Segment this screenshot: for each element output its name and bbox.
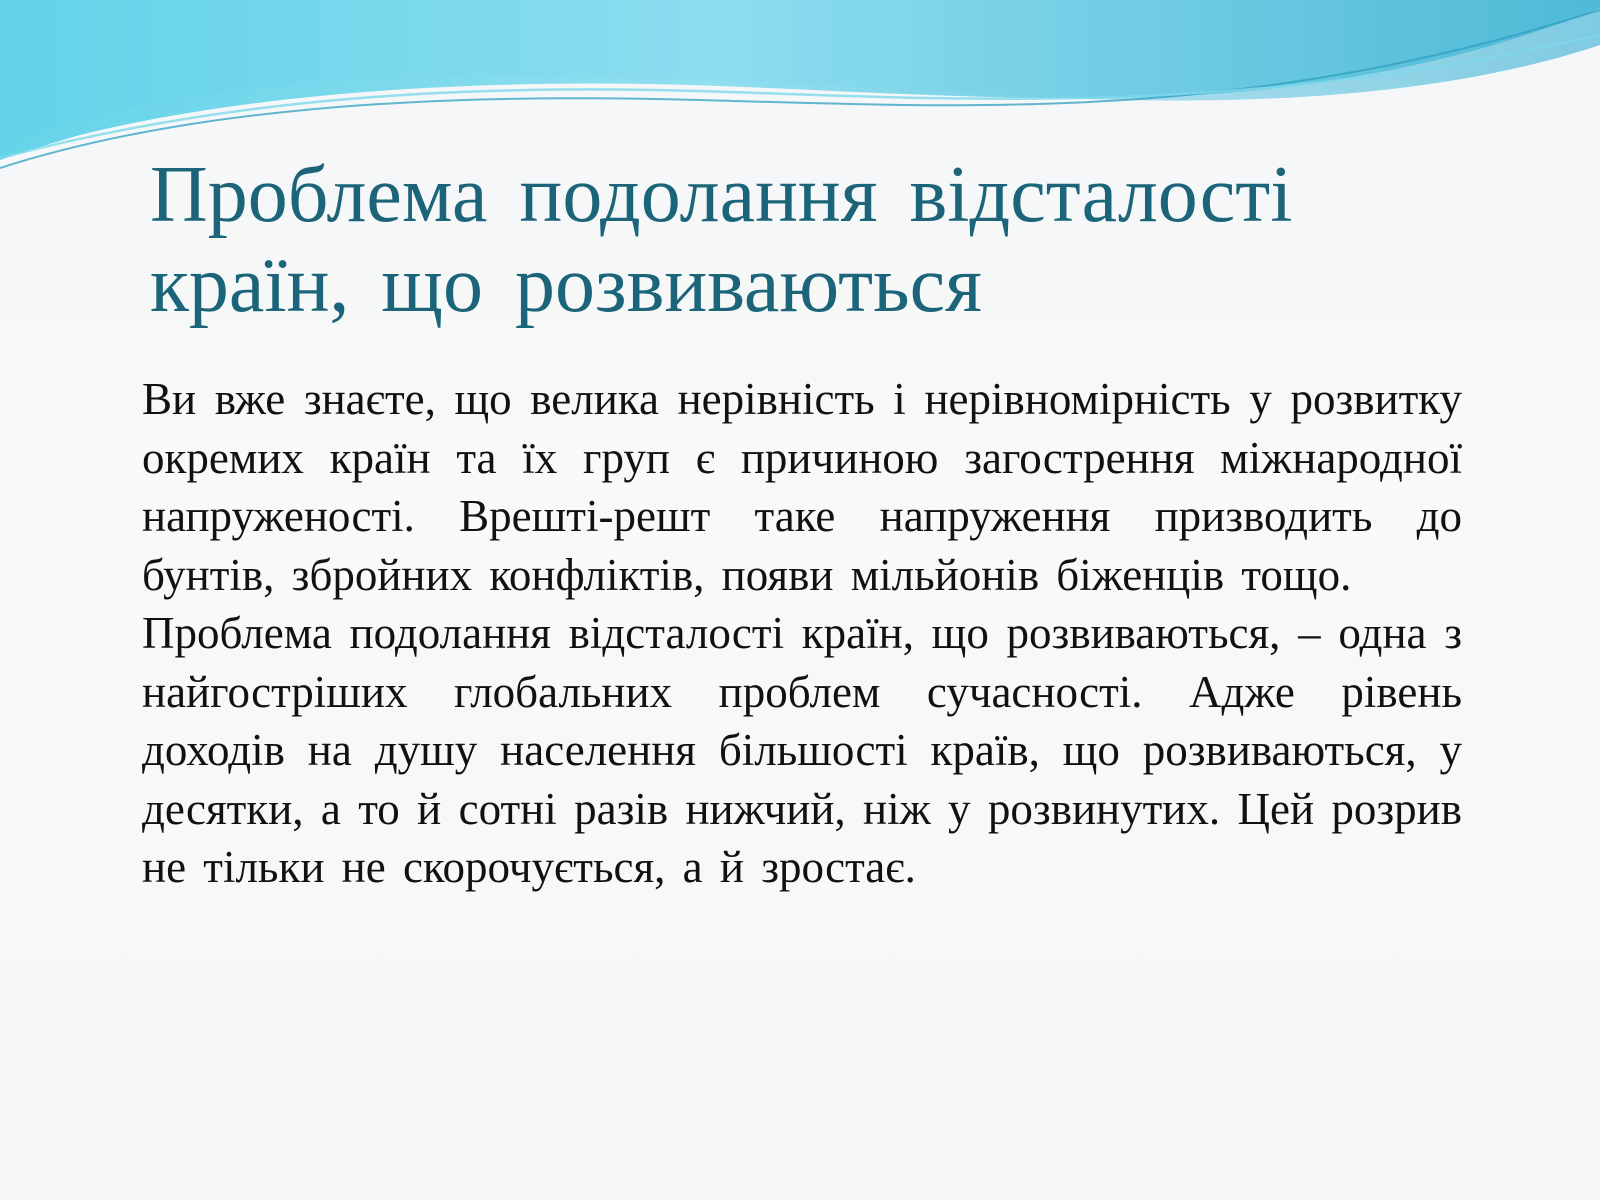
paragraph-2: Проблема подолання відсталості країн, що розвиваються, – одна з найгостріших глобальних проблем сучасності. Адже рівень доходів на душу населення більшості країв, що розвиваються, у десятки, а то й сотні разів нижчий, ніж у розвинутих. Цей розрив не тільки не скорочується, а й зростає. [142, 608, 1462, 892]
paragraph-1: Ви вже знаєте, що велика нерівність і нерівномірність у розвитку окремих країн та їх груп є причиною загострення міжнародної напруженості. Врешті-решт таке напруження призводить до бунтів, збройних конфліктів, появи мільйонів біженців тощо. [142, 374, 1462, 600]
slide-body [142, 370, 1462, 897]
slide-title: Проблема подолання відсталості країн, що розвиваються [150, 151, 1293, 329]
